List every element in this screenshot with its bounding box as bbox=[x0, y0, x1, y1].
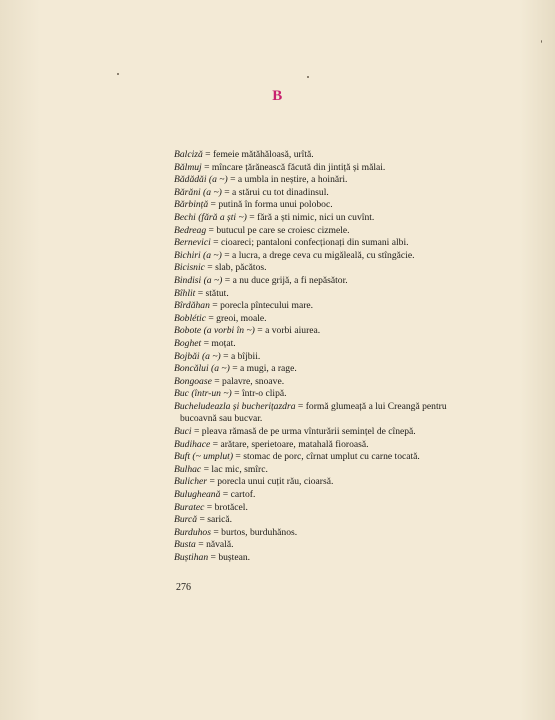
entry-definition: = sarică. bbox=[197, 514, 233, 526]
entry-definition: = lac mic, smîrc. bbox=[201, 463, 268, 475]
glossary-entry bbox=[174, 174, 514, 187]
glossary-entry bbox=[174, 149, 514, 162]
entry-term: Bernevici bbox=[174, 237, 211, 249]
entry-term: Bărăni (a ~) bbox=[174, 186, 222, 198]
entry-term: Bîhlit bbox=[174, 287, 196, 299]
glossary-entry bbox=[174, 401, 514, 426]
entry-term: Bongoase bbox=[174, 375, 212, 387]
entry-definition: = a stărui cu tot dinadinsul. bbox=[221, 186, 329, 198]
glossary-entry bbox=[174, 199, 514, 212]
glossary-entry bbox=[174, 262, 514, 275]
glossary-entry bbox=[174, 351, 514, 364]
entry-definition: = cioareci; pantaloni confecționați din sumani albi. bbox=[210, 237, 409, 249]
entry-term: Buștihan bbox=[174, 552, 209, 563]
entry-term: Bedreag bbox=[174, 224, 207, 236]
glossary-entry bbox=[174, 388, 514, 401]
page-number: 276 bbox=[176, 582, 191, 593]
entry-definition: = burtos, burduhănos. bbox=[210, 526, 298, 538]
glossary-entry bbox=[174, 539, 514, 552]
entry-definition: = năvală. bbox=[195, 539, 234, 551]
glossary-entry bbox=[174, 363, 514, 376]
glossary-entry bbox=[174, 426, 514, 439]
glossary-entry bbox=[174, 288, 514, 301]
entry-term: Bîrdăhan bbox=[174, 300, 210, 312]
entry-definition: = a mugi, a rage. bbox=[229, 363, 297, 375]
glossary-entry bbox=[174, 502, 514, 515]
entry-definition: = într-o clipă. bbox=[231, 388, 287, 400]
entry-definition: = moțat. bbox=[201, 337, 236, 349]
entry-term: Busta bbox=[174, 539, 196, 551]
entry-definition: = fără a ști nimic, nici un cuvînt. bbox=[246, 211, 375, 223]
entry-term: Bulugheană bbox=[174, 489, 221, 501]
entry-definition: = putină în forma unui poloboc. bbox=[208, 199, 333, 211]
entry-definition: = stătut. bbox=[195, 287, 229, 299]
entry-definition: = slab, păcătos. bbox=[204, 262, 267, 274]
entry-definition: = a lucra, a drege ceva cu migăleală, cu stîngăcie. bbox=[221, 249, 415, 261]
entry-term: Bojbăi (a ~) bbox=[174, 350, 221, 362]
entry-definition: = stomac de porc, cîrnat umplut cu carne tocată. bbox=[233, 451, 420, 463]
entry-definition: = mîncare țărănească făcută din jintiță și mălai. bbox=[201, 161, 386, 173]
glossary-entry bbox=[174, 552, 514, 565]
glossary-entry bbox=[174, 476, 514, 489]
entry-definition: = formă glumeață a lui Creangă pentru bbox=[295, 400, 447, 412]
entry-term: Boghet bbox=[174, 337, 202, 349]
entry-term: Bădădăi (a ~) bbox=[174, 174, 228, 186]
entry-term: Buci bbox=[174, 426, 192, 438]
entry-term: Buratec bbox=[174, 501, 205, 513]
glossary-entry bbox=[174, 451, 514, 464]
section-letter: B bbox=[272, 88, 283, 104]
entry-term: Bichiri (a ~) bbox=[174, 249, 222, 261]
entry-definition: = brotăcel. bbox=[204, 501, 248, 513]
entry-definition: = greoi, moale. bbox=[205, 312, 267, 324]
entry-term: Buc (într-un ~) bbox=[174, 388, 232, 400]
entry-term: Burcă bbox=[174, 514, 198, 526]
glossary-entry bbox=[174, 250, 514, 263]
entry-definition: = butucul pe care se croiesc cizmele. bbox=[206, 224, 350, 236]
glossary-entry bbox=[174, 275, 514, 288]
entry-term: Balciză bbox=[174, 149, 203, 160]
entry-term: Bălmuj bbox=[174, 161, 202, 173]
glossary-entry bbox=[174, 527, 514, 540]
glossary-entry bbox=[174, 489, 514, 502]
entry-term: Bărbință bbox=[174, 199, 209, 211]
glossary-entry bbox=[174, 225, 514, 238]
entry-term: Boblétic bbox=[174, 312, 206, 324]
entry-definition: = palavre, snoave. bbox=[211, 375, 285, 387]
glossary-entry bbox=[174, 212, 514, 225]
entry-definition: = femeie mătăhăloasă, urîtă. bbox=[202, 149, 314, 160]
glossary-entry bbox=[174, 376, 514, 389]
entry-definition: = porecla pîntecului mare. bbox=[209, 300, 314, 312]
entry-definition: = pleava rămasă de pe urma vînturării semințel de cînepă. bbox=[191, 426, 416, 438]
glossary-entry bbox=[174, 162, 514, 175]
entry-definition: = porecla unui cuțit rău, cioarsă. bbox=[207, 476, 334, 488]
glossary-entry bbox=[174, 338, 514, 351]
speck-mark bbox=[541, 40, 542, 43]
entry-term: Budihace bbox=[174, 438, 211, 450]
speck-mark bbox=[307, 76, 309, 78]
glossary-entry bbox=[174, 313, 514, 326]
entry-definition: = buștean. bbox=[208, 552, 251, 563]
glossary-entry bbox=[174, 439, 514, 452]
speck-mark bbox=[117, 73, 119, 75]
entry-term: Bucheludeazla și bucherițazdra bbox=[174, 400, 296, 412]
glossary-entry bbox=[174, 514, 514, 527]
entry-definition-continued: bucoavnă sau bucvar. bbox=[180, 413, 263, 425]
glossary-entry bbox=[174, 464, 514, 477]
entry-term: Boncălui (a ~) bbox=[174, 363, 230, 375]
entry-term: Burduhos bbox=[174, 526, 211, 538]
entry-term: Bechi (fără a ști ~) bbox=[174, 211, 247, 223]
glossary-entry bbox=[174, 325, 514, 338]
entry-term: Bindisi (a ~) bbox=[174, 274, 223, 286]
entry-definition: = arătare, sperietoare, matahală fioroasă. bbox=[210, 438, 369, 450]
entry-term: Bulicher bbox=[174, 476, 208, 488]
entry-term: Bobote (a vorbi în ~) bbox=[174, 325, 255, 337]
glossary-entry bbox=[174, 237, 514, 250]
entry-term: Bicisnic bbox=[174, 262, 205, 274]
entry-term: Buft (~ umplut) bbox=[174, 451, 234, 463]
glossary-entry bbox=[174, 300, 514, 313]
entry-definition: = a umbla in neștire, a hoinări. bbox=[227, 174, 348, 186]
glossary-entry bbox=[174, 187, 514, 200]
entry-definition: = a nu duce grijă, a fi nepăsător. bbox=[222, 274, 348, 286]
entry-definition: = a bîjbii. bbox=[220, 350, 261, 362]
glossary-list bbox=[174, 149, 514, 565]
entry-definition: = cartof. bbox=[220, 489, 256, 501]
entry-term: Bulhac bbox=[174, 463, 202, 475]
entry-definition: = a vorbi aiurea. bbox=[254, 325, 321, 337]
